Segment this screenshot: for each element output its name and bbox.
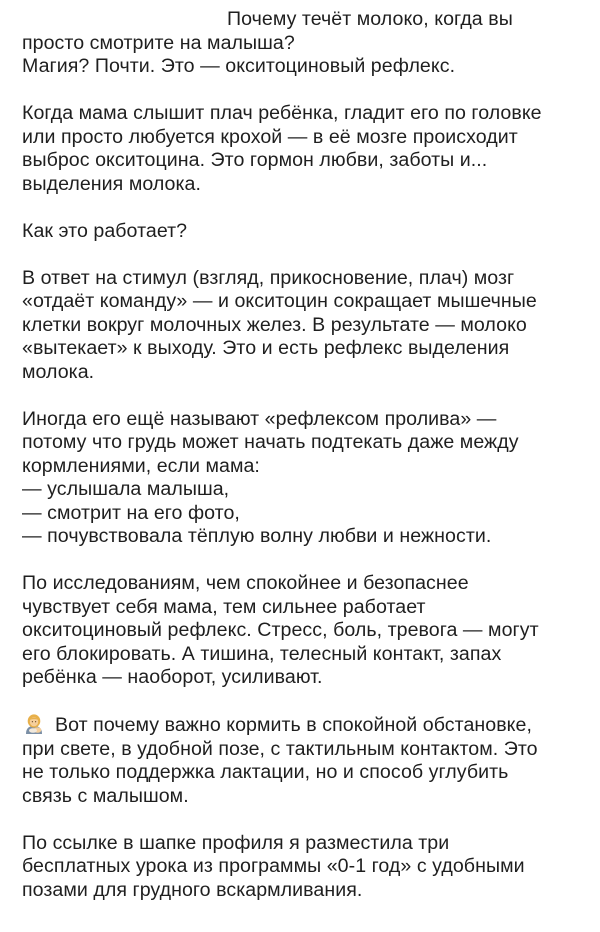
list-item: — почувствовала тёплую волну любви и нежности. [22, 525, 492, 547]
intro-line: Магия? Почти. Это — окситоциновый рефлекс. [22, 55, 456, 77]
paragraph-line: По исследованиям, чем спокойнее и безопаснее [22, 572, 469, 594]
paragraph-line: клетки вокруг молочных желез. В результате — молоко [22, 313, 527, 336]
paragraph-line: «отдаёт команду» — и окситоцин сокращает мышечные [22, 290, 537, 312]
paragraph-line: не только поддержка лактации, но и способ углубить [22, 761, 509, 783]
paragraph-line: В ответ на стимул (взгляд, прикосновение, плач) мозг [22, 266, 515, 289]
paragraph-line-text: Вот почему важно кормить в спокойной обстановке, [55, 714, 532, 736]
paragraph-line: Когда мама слышит плач ребёнка, гладит его по головке [22, 102, 542, 124]
post-title-line-2: просто смотрите на малыша? [22, 31, 295, 54]
paragraph-letdown-reflex [22, 408, 592, 549]
paragraph-line-with-icon [22, 713, 592, 738]
paragraph-line: выброс окситоцина. Это гормон любви, заботы и... [22, 149, 488, 171]
paragraph-gap [22, 243, 592, 267]
post-body [22, 8, 592, 902]
paragraph-gap [22, 196, 592, 220]
paragraph-line: По ссылке в шапке профиля я разместила три [22, 831, 450, 854]
paragraph-gap [22, 79, 592, 103]
paragraph-how-it-works [22, 267, 592, 385]
paragraph-line: молока. [22, 360, 95, 383]
paragraph-line: или просто любуется крохой — в её мозге происходит [22, 125, 518, 148]
paragraph-line: позами для грудного вскармливания. [22, 878, 363, 901]
paragraph-line: потому что грудь может начать подтекать даже между [22, 431, 519, 453]
paragraph-free-lessons [22, 832, 592, 903]
paragraph-line: «вытекает» к выходу. Это и есть рефлекс выделения [22, 337, 510, 359]
paragraph-gap [22, 808, 592, 832]
paragraph-line: окситоциновый рефлекс. Стресс, боль, тревога — могут [22, 619, 539, 641]
paragraph-line: ребёнка — наоборот, усиливают. [22, 666, 323, 688]
paragraph-gap [22, 384, 592, 408]
paragraph-research [22, 572, 592, 690]
paragraph-oxytocin-release [22, 102, 592, 196]
paragraph-line: кормлениями, если мама: [22, 454, 260, 477]
paragraph-line: связь с малышом. [22, 784, 189, 807]
paragraph-line: бесплатных урока из программы «0-1 год» с удобными [22, 855, 525, 877]
paragraph-calm-feeding [22, 713, 592, 808]
list-item: — смотрит на его фото, [22, 501, 240, 524]
paragraph-line: его блокировать. А тишина, телесный контакт, запах [22, 642, 502, 665]
paragraph-line: Иногда его ещё называют «рефлексом пролива» — [22, 407, 497, 430]
question-line: Как это работает? [22, 219, 188, 242]
paragraph-gap [22, 690, 592, 714]
post-title-line-1: Почему течёт молоко, когда вы [227, 8, 513, 30]
paragraph-line: чувствует себя мама, тем сильнее работает [22, 595, 426, 618]
paragraph-gap [22, 549, 592, 573]
paragraph-line: при свете, в удобной позе, с тактильным контактом. Это [22, 737, 538, 760]
list-item: — услышала малыша, [22, 478, 230, 500]
breastfeeding-icon [23, 713, 45, 735]
paragraph-line: выделения молока. [22, 172, 202, 195]
